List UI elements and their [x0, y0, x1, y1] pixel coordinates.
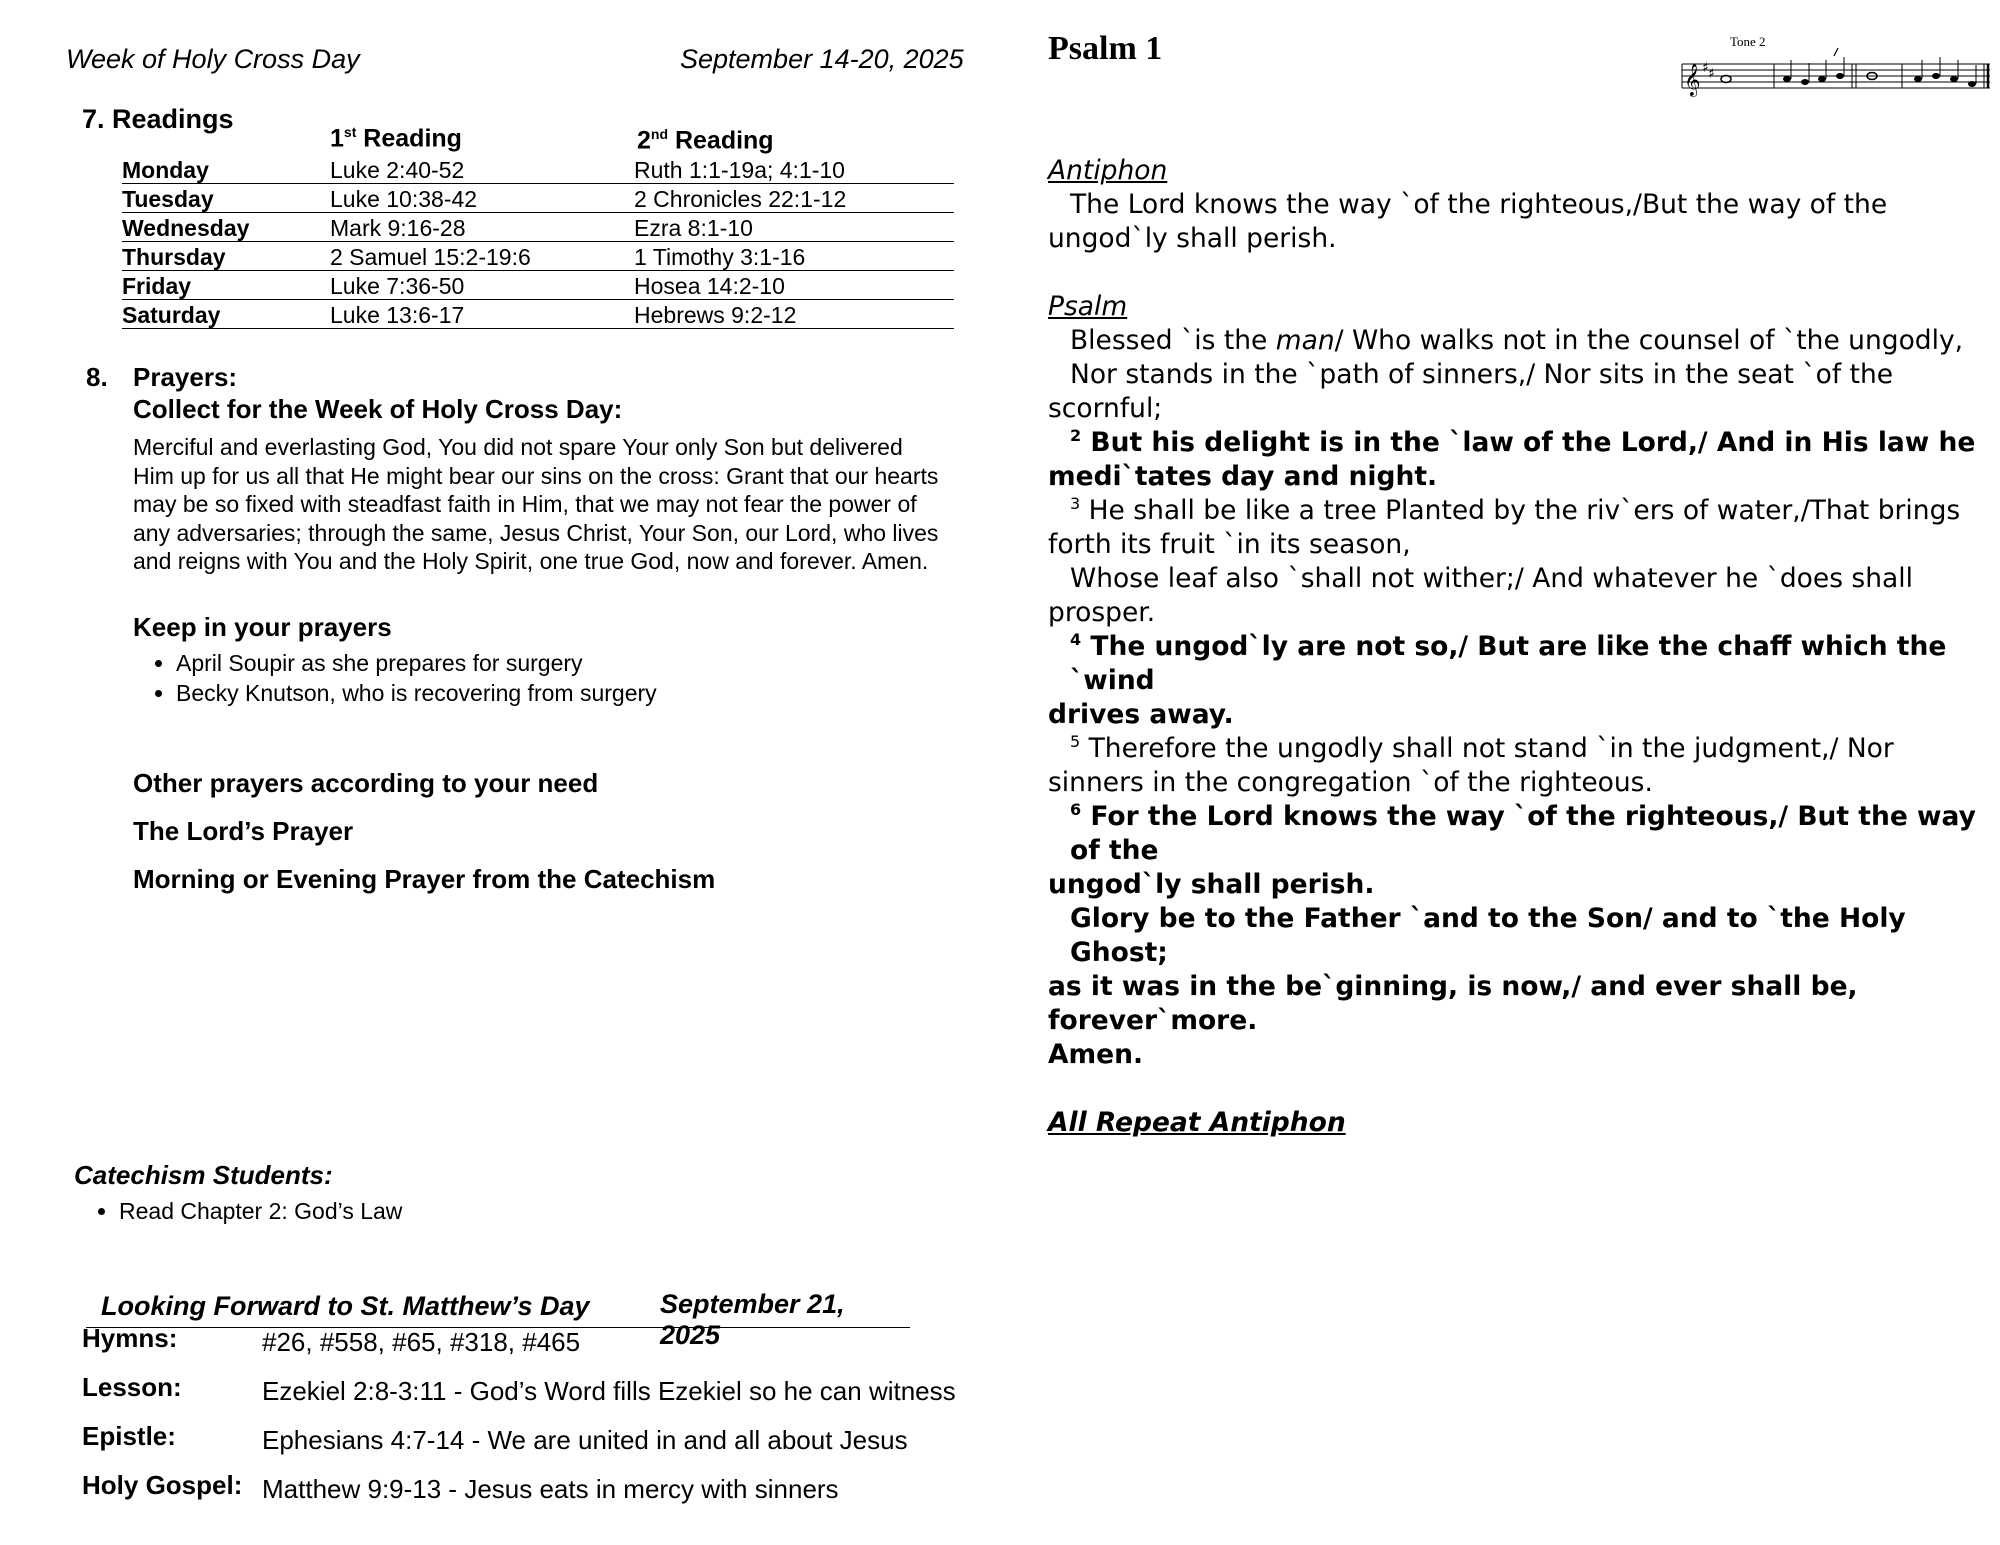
verse-text: man [1275, 325, 1335, 356]
reading-first: Luke 2:40-52 [330, 157, 465, 183]
collect-line: may be so fixed with steadfast faith in Him, that we may not fear the power of [133, 491, 917, 517]
forward-date: September 21, 2025 [660, 1289, 845, 1350]
svg-text:♯: ♯ [1702, 60, 1709, 76]
gloria-line: Glory be to the Father `and to the Son/ and to `the Holy Ghost; [1070, 903, 1906, 968]
verse-text: Therefore the ungodly shall not stand `in the judgment,/ Nor [1088, 733, 1894, 764]
verse-3-cont: forth its fruit `in its season, [1048, 529, 1411, 560]
reading-day: Saturday [122, 302, 221, 328]
gloria-line: Amen. [1048, 1039, 1144, 1070]
forward-value: Matthew 9:9-13 - Jesus eats in mercy with sinners [262, 1474, 839, 1504]
collect-line: Him up for us all that He might bear our sins on the cross: Grant that our hearts [133, 462, 939, 489]
verse-1a [1048, 324, 1988, 358]
collect-line: any adversaries; through the same, Jesus Christ, Your Son, our Lord, who lives [133, 519, 939, 546]
svg-text:𝄞: 𝄞 [1684, 63, 1701, 96]
forward-label: Lesson: [82, 1372, 182, 1402]
verse-5-cont: sinners in the congregation `of the righteous. [1048, 767, 1653, 798]
verse-5 [1048, 732, 1988, 766]
morning-evening-prayer: Morning or Evening Prayer from the Catechism [133, 864, 716, 894]
prayers-number: 8. [86, 362, 108, 392]
collect-title: Collect for the Week of Holy Cross Day: [133, 394, 623, 424]
list-item: • Becky Knutson, who is recovering from surgery [176, 678, 657, 708]
verse-number: 6 [1070, 800, 1082, 820]
list-item: • April Soupir as she prepares for surgery [176, 648, 657, 678]
reading-first: Mark 9:16-28 [330, 215, 466, 241]
other-prayers: Other prayers according to your need [133, 768, 599, 798]
psalm-text [1048, 154, 1988, 1140]
reading-second: 1 Timothy 3:1-16 [634, 244, 806, 270]
table-row [122, 300, 954, 329]
music-staff [1678, 34, 1992, 104]
col2-label: Reading [668, 126, 774, 155]
verse-4 [1048, 630, 1988, 698]
readings-col1-head [330, 124, 462, 153]
reading-second: Hosea 14:2-10 [634, 273, 785, 299]
verse-3b: Whose leaf also `shall not wither;/ And whatever he `does shall [1070, 563, 1913, 594]
verse-6-cont: ungod`ly shall perish. [1048, 869, 1375, 900]
reading-day: Thursday [122, 244, 226, 270]
page-header-date: September 14-20, 2025 [680, 44, 964, 74]
chant-notation-icon [1678, 34, 1992, 104]
table-row [122, 213, 954, 242]
prayers-section [86, 362, 966, 576]
page-header-week: Week of Holy Cross Day [66, 44, 360, 74]
col1-num: 1 [330, 124, 344, 153]
verse-3b-cont: prosper. [1048, 597, 1156, 628]
svg-text:♯: ♯ [1708, 66, 1715, 82]
verse-text: Blessed `is the [1070, 325, 1276, 356]
verse-2-cont: medi`tates day and night. [1048, 461, 1438, 492]
forward-value: Ephesians 4:7-14 - We are united in and all about Jesus [262, 1425, 908, 1455]
reading-second: Hebrews 9:2-12 [634, 302, 797, 328]
repeat-antiphon: All Repeat Antiphon [1048, 1107, 1346, 1138]
keep-list [132, 648, 657, 708]
reading-day: Monday [122, 157, 209, 183]
reading-first: Luke 7:36-50 [330, 273, 465, 299]
forward-row [82, 1372, 982, 1421]
forward-title: Looking Forward to St. Matthew’s Day [101, 1291, 590, 1321]
col2-sup: nd [650, 126, 669, 142]
verse-text: He shall be like a tree Planted by the riv`ers of water,/That brings [1088, 495, 1961, 526]
forward-row [82, 1470, 982, 1519]
verse-1b: Nor stands in the `path of sinners,/ Nor sits in the seat `of the [1070, 359, 1894, 390]
forward-rows [82, 1323, 982, 1519]
forward-row [82, 1323, 982, 1372]
reading-day: Wednesday [122, 215, 250, 241]
reading-first: Luke 10:38-42 [330, 186, 478, 212]
readings-col2-head [637, 126, 774, 155]
antiphon-label: Antiphon [1048, 155, 1168, 186]
col1-label: Reading [356, 124, 462, 153]
reading-first: Luke 13:6-17 [330, 302, 465, 328]
verse-6 [1048, 800, 1988, 868]
reading-day: Friday [122, 273, 192, 299]
forward-value: #26, #558, #65, #318, #465 [262, 1327, 581, 1357]
gloria-line: as it was in the be`ginning, is now,/ and ever shall be, forever`more. [1048, 971, 1858, 1036]
forward-label: Hymns: [82, 1323, 178, 1353]
tone-label: Tone 2 [1730, 34, 1766, 49]
list-item: • Read Chapter 2: God’s Law [119, 1196, 402, 1226]
prayers-title: Prayers: [133, 362, 238, 392]
keep-title: Keep in your prayers [133, 612, 392, 642]
verse-text: The ungod`ly are not so,/ But are like the chaff which the `wind [1070, 631, 1947, 696]
verse-text: But his delight is in the `law of the Lord,/ And in His law he [1090, 427, 1976, 458]
table-row [122, 184, 954, 213]
reading-second: 2 Chronicles 22:1-12 [634, 186, 847, 212]
antiphon-line: The Lord knows the way `of the righteous,/But the way of the [1070, 189, 1888, 220]
table-row [122, 271, 954, 300]
forward-label: Holy Gospel: [82, 1470, 243, 1500]
col1-sup: st [343, 124, 357, 140]
lords-prayer: The Lord’s Prayer [133, 816, 354, 846]
verse-3 [1048, 494, 1988, 528]
verse-number: 4 [1070, 630, 1082, 650]
verse-number: 2 [1070, 426, 1082, 446]
reading-second: Ezra 8:1-10 [634, 215, 753, 241]
verse-number: 3 [1070, 494, 1081, 514]
forward-label: Epistle: [82, 1421, 176, 1451]
psalm-label: Psalm [1048, 291, 1128, 322]
readings-table [122, 155, 954, 329]
readings-title: 7. Readings [82, 104, 234, 134]
verse-2 [1048, 426, 1988, 460]
col2-num: 2 [637, 126, 651, 155]
psalm-title: Psalm 1 [1048, 30, 1163, 67]
verse-1b-cont: scornful; [1048, 393, 1163, 424]
verse-text: For the Lord knows the way `of the righteous,/ But the way of the [1070, 801, 1976, 866]
catechism-list [75, 1196, 402, 1226]
forward-row [82, 1421, 982, 1470]
reading-first: 2 Samuel 15:2-19:6 [330, 244, 531, 270]
verse-number: 5 [1070, 732, 1081, 752]
collect-text [133, 433, 963, 576]
verse-4-cont: drives away. [1048, 699, 1234, 730]
verse-text: / Who walks not in the counsel of `the ungodly, [1334, 325, 1964, 356]
table-row [122, 155, 954, 184]
catechism-title: Catechism Students: [74, 1160, 333, 1190]
forward-value: Ezekiel 2:8-3:11 - God’s Word fills Ezekiel so he can witness [262, 1376, 956, 1406]
reading-second: Ruth 1:1-19a; 4:1-10 [634, 157, 845, 183]
reading-day: Tuesday [122, 186, 214, 212]
table-row [122, 242, 954, 271]
collect-line: and reigns with You and the Holy Spirit, one true God, now and forever. Amen. [133, 548, 929, 574]
antiphon-line: ungod`ly shall perish. [1048, 223, 1337, 254]
collect-line: Merciful and everlasting God, You did not spare Your only Son but delivered [133, 434, 903, 460]
